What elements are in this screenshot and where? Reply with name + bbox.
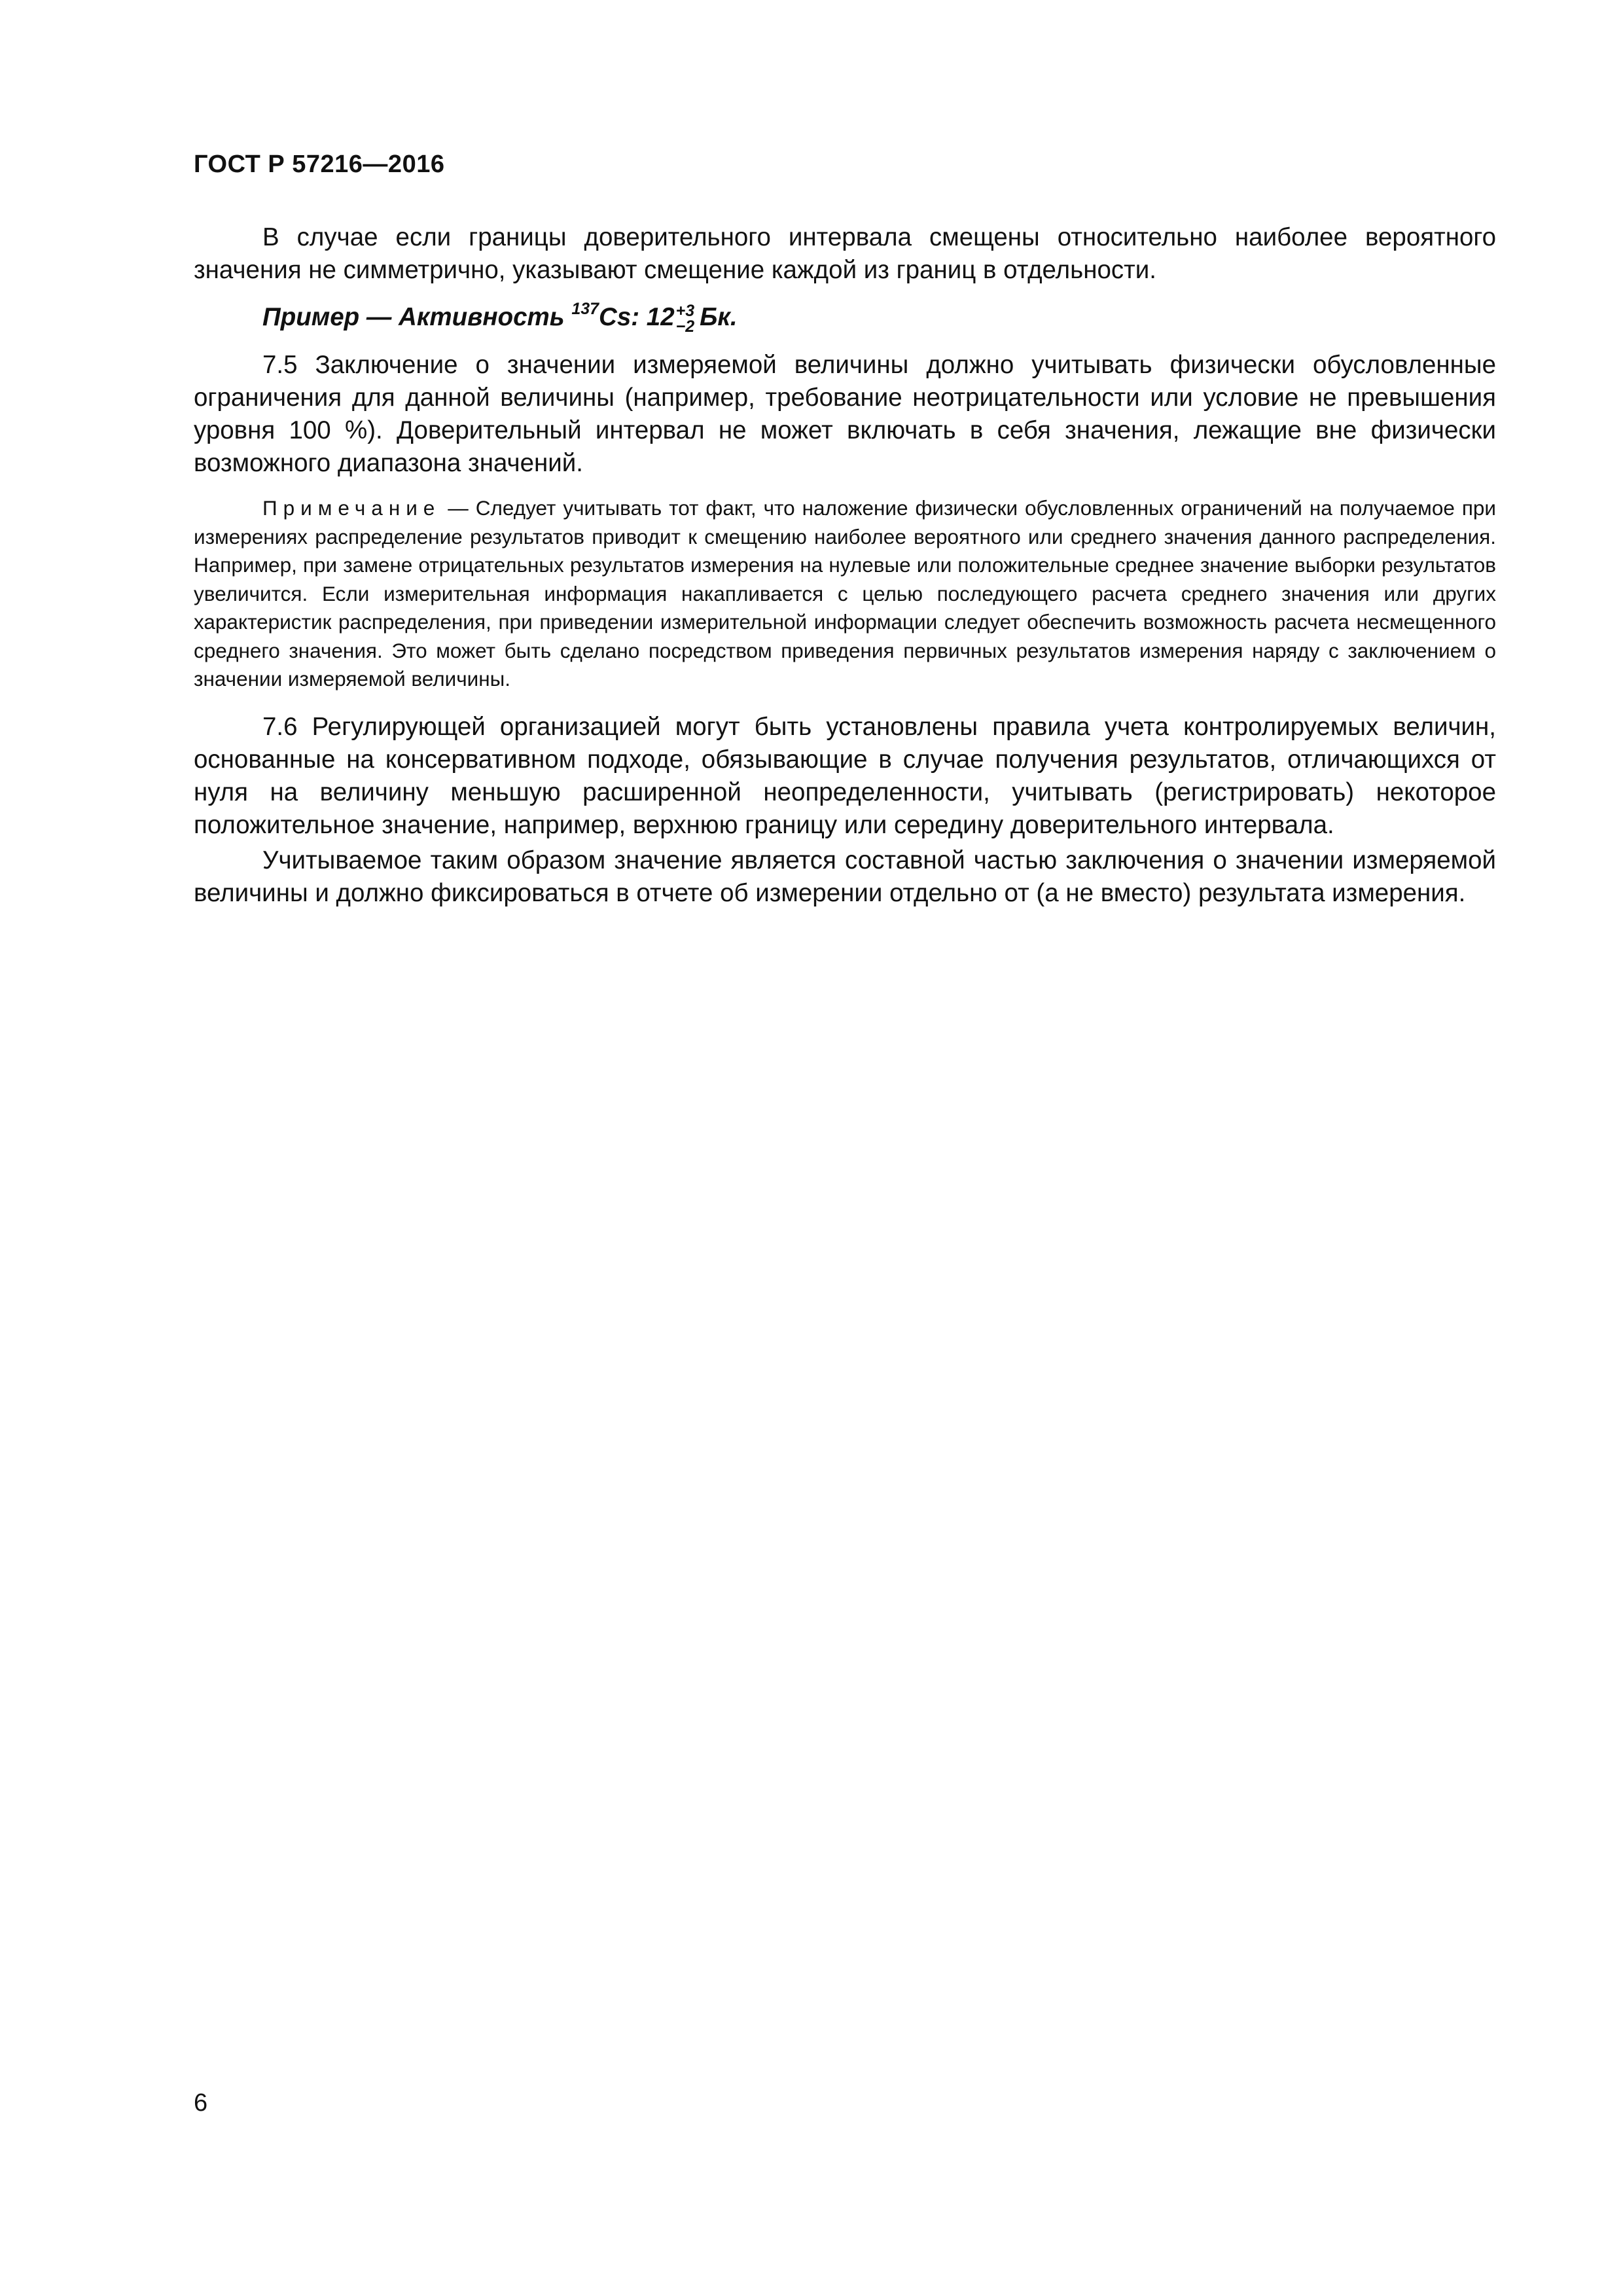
uncertainty-offsets	[676, 303, 695, 334]
note-paragraph	[194, 494, 1496, 694]
section-7-5-paragraph: 7.5 Заключение о значении измеряемой величины должно учитывать физически обусловленные ограничения для данной величины (например, требование неотрицательности или условие не превышения уровня 100 %). Доверительный интервал не может включать в себя значения, лежащие вне физически возможного диапазона значений.	[194, 351, 1496, 477]
lower-offset: −2	[675, 317, 695, 336]
activity-unit: Бк.	[700, 303, 738, 331]
page-number: 6	[194, 2089, 208, 2117]
section-7-6-paragraph: 7.6 Регулирующей организацией могут быть установлены правила учета контролируемых величин, основанные на консервативном подходе, обязывающие в случае получения результатов, отличающихся от нуля на величину меньшую расширенной неопределенности, учитывать (регистрировать) некоторое положительное значение, например, верхнюю границу или середину доверительного интервала.	[194, 712, 1496, 839]
upper-offset: +3	[675, 302, 695, 320]
example-line	[194, 301, 1496, 334]
isotope-mass-number: 137	[571, 300, 599, 318]
note-text: — Следует учитывать тот факт, что наложение физически обусловленных ограничений на получаемое при измерениях распределение результатов приводит к смещению наиболее вероятного или среднего значения данного распределения. Например, при замене отрицательных результатов измерения на нулевые или положительные среднее значение выборки результатов увеличится. Если измерительная информация накапливается с целью последующего расчета среднего значения или других характеристик распределения, при приведении измерительной информации следует обеспечить возможность расчета несмещенного среднего значения. Это может быть сделано посредством приведения первичных результатов измерения наряду с заключением о значении измеряемой величины.	[194, 496, 1496, 691]
intro-paragraph: В случае если границы доверительного интервала смещены относительно наиболее вероятного значения не симметрично, указывают смещение каждой из границ в отдельности.	[194, 223, 1496, 284]
document-code-header: ГОСТ Р 57216—2016	[194, 151, 445, 178]
note-label: Примечание	[262, 496, 441, 520]
isotope-value: Cs: 12	[599, 303, 675, 331]
page-content	[194, 221, 1496, 924]
example-prefix: Пример — Активность	[262, 303, 572, 331]
final-paragraph: Учитываемое таким образом значение является составной частью заключения о значении измеряемой величины и должно фиксироваться в отчете об измерении отдельно от (а не вместо) результата измерения.	[194, 846, 1496, 907]
